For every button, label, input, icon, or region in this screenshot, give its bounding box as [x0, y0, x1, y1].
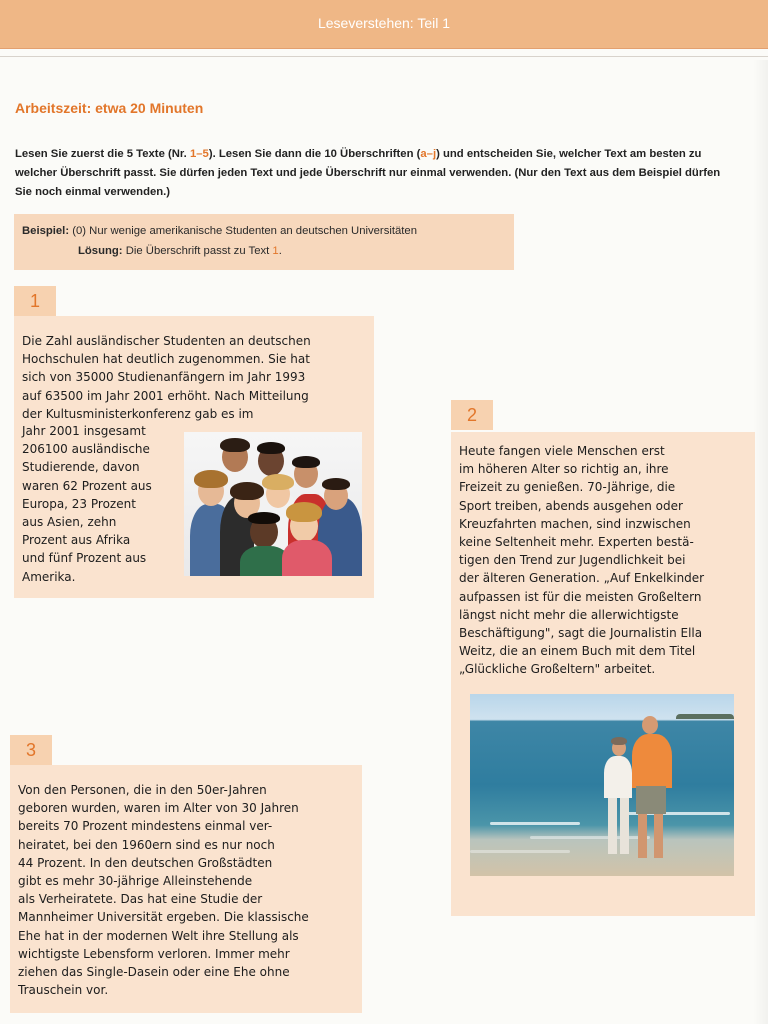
text-line: Mannheimer Universität ergeben. Die klassische: [18, 910, 309, 925]
text-1-paragraph: [22, 332, 372, 423]
text-line: geboren wurden, waren im Alter von 30 Jahren: [18, 801, 299, 816]
solution-text: Die Überschrift passt zu Text: [125, 245, 273, 257]
example-text: (0) Nur wenige amerikanische Studenten an deutschen Universitäten: [72, 225, 417, 237]
text-number-2: 2: [451, 400, 493, 430]
text-line: waren 62 Prozent aus: [22, 478, 152, 493]
text-line: Sport treiben, abends ausgehen oder: [459, 498, 683, 513]
text-line: Kreuzfahrten machen, sind inzwischen: [459, 516, 691, 531]
text-line: Weitz, die an einem Buch mit dem Titel: [459, 644, 696, 659]
text-line: 206100 ausländische: [22, 442, 150, 457]
header-divider: [0, 56, 768, 57]
text-line: ziehen das Single-Dasein oder eine Ehe ohne: [18, 965, 290, 980]
solution-line: [78, 245, 282, 257]
text-line: Hochschulen hat deutlich zugenommen. Sie hat: [22, 352, 310, 367]
text-3-paragraph: [18, 781, 360, 999]
text-line: längst nicht mehr die allerwichtigste: [459, 607, 679, 622]
text-line: 44 Prozent. In den deutschen Großstädten: [18, 855, 273, 870]
text-line: Amerika.: [22, 569, 76, 584]
text-line: aufpassen ist für die meisten Großeltern: [459, 589, 702, 604]
elderly-couple-beach-photo: [470, 694, 734, 876]
text-line: bereits 70 Prozent mindestens einmal ver-: [18, 819, 273, 834]
text-line: Europa, 23 Prozent: [22, 496, 136, 511]
text-1-side-paragraph: [22, 422, 192, 586]
instructions-range-texts: 1–5: [189, 148, 209, 160]
instructions-range-headings: a–j: [420, 148, 437, 160]
text-line: sich von 35000 Studienanfängern im Jahr 1993: [22, 370, 306, 385]
page-edge-shade: [753, 60, 768, 1024]
text-line: heiratet, bei den 1960ern sind es nur noch: [18, 837, 275, 852]
text-line: „Glückliche Großeltern" arbeitet.: [459, 662, 656, 677]
instructions-part3: ) und entscheiden Sie, welcher Text am besten zu welcher Überschrift passt. Sie dürfen jeden Text und jede Überschrift nur einmal verwenden. (Nur den Text aus dem Beispiel dürfen Sie noch einmal verwenden.): [15, 148, 721, 198]
group-of-students-photo: [184, 432, 362, 576]
text-line: Beschäftigung", sagt die Journalistin Ella: [459, 626, 703, 641]
text-line: Prozent aus Afrika: [22, 533, 131, 548]
text-line: Ehe hat in der modernen Welt ihre Stellung als: [18, 928, 299, 943]
text-line: Jahr 2001 insgesamt: [22, 424, 146, 438]
solution-end: .: [278, 245, 282, 257]
example-line: [22, 225, 417, 237]
example-label: Beispiel:: [22, 225, 70, 237]
text-2-paragraph: [459, 442, 751, 679]
text-line: Von den Personen, die in den 50er-Jahren: [18, 783, 267, 797]
solution-label: Lösung:: [78, 245, 123, 257]
text-line: wichtigste Lebensform verloren. Immer mehr: [18, 946, 290, 961]
text-line: gibt es mehr 30-jährige Alleinstehende: [18, 874, 253, 889]
text-line: tigen den Trend zur Jugendlichkeit bei: [459, 553, 686, 568]
solution-number: 1: [272, 245, 279, 257]
text-line: keine Seltenheit mehr. Experten bestä-: [459, 535, 694, 550]
text-line: Trauschein vor.: [18, 983, 109, 998]
work-time: Arbeitszeit: etwa 20 Minuten: [15, 100, 204, 116]
text-number-3: 3: [10, 735, 52, 765]
text-line: auf 63500 im Jahr 2001 erhöht. Nach Mitteilung: [22, 388, 309, 403]
text-line: Die Zahl ausländischer Studenten an deutschen: [22, 334, 311, 348]
instructions-part2: ). Lesen Sie dann die 10 Überschriften (: [208, 148, 421, 160]
header-title: Leseverstehen: Teil 1: [317, 15, 451, 31]
text-line: Heute fangen viele Menschen erst: [459, 444, 665, 458]
text-line: aus Asien, zehn: [22, 515, 117, 530]
example-box: [14, 214, 514, 270]
text-line: als Verheiratete. Das hat eine Studie der: [18, 892, 263, 907]
text-number-1: 1: [14, 286, 56, 316]
text-line: der Kultusministerkonferenz gab es im: [22, 406, 254, 421]
text-box-3: [10, 765, 362, 1013]
text-line: und fünf Prozent aus: [22, 551, 147, 566]
instructions: [15, 145, 730, 202]
instructions-part1: Lesen Sie zuerst die 5 Texte (Nr.: [15, 148, 190, 160]
page-header: [0, 0, 768, 49]
text-line: der älteren Generation. „Auf Enkelkinder: [459, 571, 705, 586]
text-line: Studierende, davon: [22, 460, 140, 475]
text-line: im höheren Alter so richtig an, ihre: [459, 462, 669, 477]
text-line: Freizeit zu genießen. 70-Jährige, die: [459, 480, 676, 495]
